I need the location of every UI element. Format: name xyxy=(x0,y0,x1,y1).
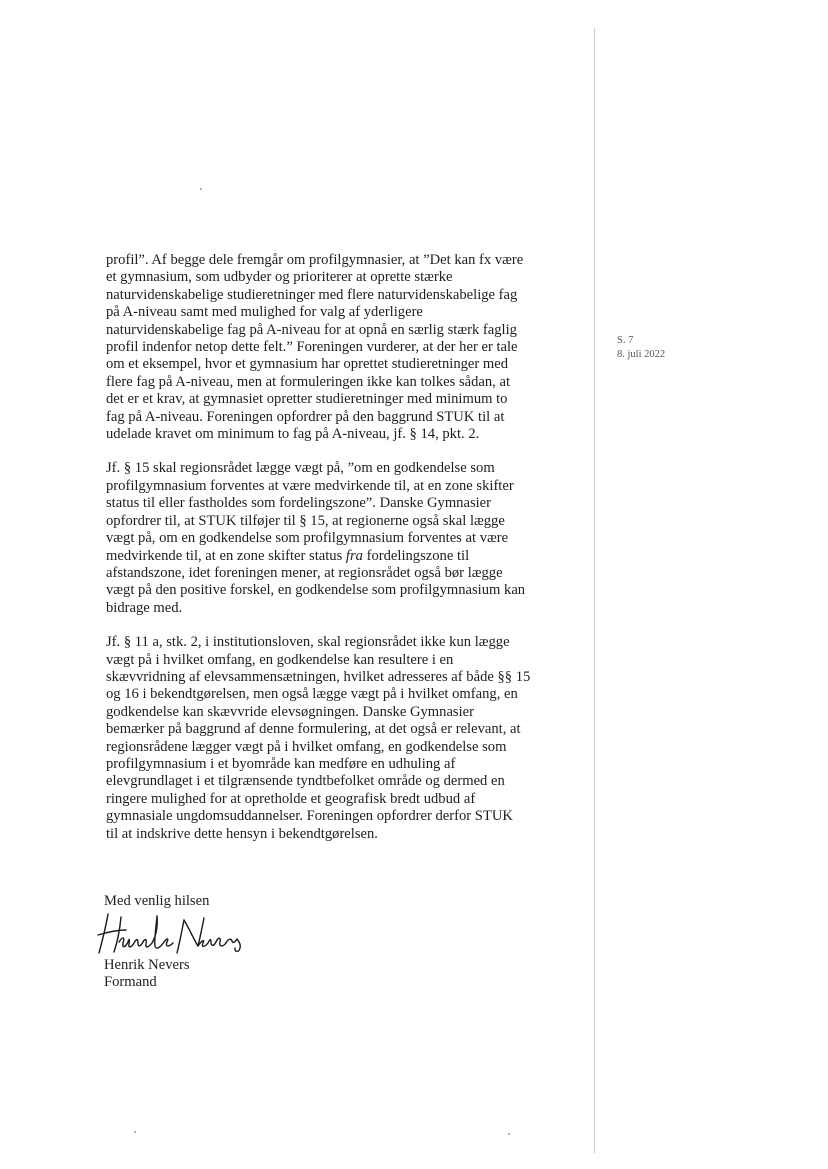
text-line: opfordrer til, at STUK tilføjer til § 15, at regionerne også skal lægge xyxy=(106,512,505,529)
text-line: og 16 i bekendtgørelsen, men også lægge vægt på i hvilket omfang, en xyxy=(106,686,518,703)
text-line: på A-niveau samt med mulighed for valg af yderligere xyxy=(106,304,423,321)
margin-note xyxy=(617,334,665,362)
text-line: et gymnasium, som udbyder og prioriterer at oprette stærke xyxy=(106,269,453,286)
paragraph-1 xyxy=(106,252,566,443)
paragraph-2 xyxy=(106,460,566,617)
text-line: bemærker på baggrund af denne formulering, at det også er relevant, at xyxy=(106,721,521,738)
text-line: bidrage med. xyxy=(106,599,183,616)
text-line: profilgymnasium forventes at være medvirkende til, at en zone skifter xyxy=(106,477,514,494)
handwritten-signature xyxy=(94,908,259,958)
text-line: Jf. § 15 skal regionsrådet lægge vægt på, ”om en godkendelse som xyxy=(106,460,495,477)
text-line: status til eller fastholdes som fordelingszone”. Danske Gymnasier xyxy=(106,495,492,512)
signature-text: Henrik Nevers xyxy=(94,908,100,909)
text-line: medvirkende til, at en zone skifter status fra fordelingszone til xyxy=(106,547,470,564)
page-number: S. 7 xyxy=(617,335,634,346)
signer-title: Formand xyxy=(104,974,157,991)
signer-name: Henrik Nevers xyxy=(104,957,190,973)
letter-body xyxy=(106,252,566,843)
scan-speck xyxy=(200,188,202,190)
closing-salutation: Med venlig hilsen xyxy=(104,893,210,909)
text-line: fag på A-niveau. Foreningen opfordrer på den baggrund STUK til at xyxy=(106,408,505,425)
text-line: profilgymnasium i et byområde kan medføre en udhuling af xyxy=(106,755,456,772)
text-line: udelade kravet om minimum to fag på A-niveau, jf. § 14, pkt. 2. xyxy=(106,426,480,443)
scan-speck xyxy=(508,1133,510,1135)
text-line: godkendelse kan skævvride elevsøgningen. Danske Gymnasier xyxy=(106,703,475,720)
text-line: om et eksempel, hvor et gymnasium har oprettet studieretninger med xyxy=(106,356,509,373)
text-line: skævvridning af elevsammensætningen, hvilket adresseres af både §§ 15 xyxy=(106,668,531,685)
text-line: profil”. Af begge dele fremgår om profilgymnasier, at ”Det kan fx være xyxy=(106,252,524,268)
text-line: vægt på den positive forskel, en godkendelse som profilgymnasium kan xyxy=(106,582,526,599)
text-line: flere fag på A-niveau, men at formuleringen ikke kan tolkes sådan, at xyxy=(106,373,511,390)
text-line: regionsrådene lægger vægt på i hvilket omfang, en godkendelse som xyxy=(106,738,507,755)
signer-block xyxy=(104,957,190,992)
scan-speck xyxy=(134,1131,136,1133)
text-line: ringere mulighed for at opretholde et geografisk bredt udbud af xyxy=(106,790,476,807)
text-line: afstandszone, idet foreningen mener, at regionsrådet også bør lægge xyxy=(106,564,503,581)
text-line: Jf. § 11 a, stk. 2, i institutionsloven, skal regionsrådet ikke kun lægge xyxy=(106,634,510,651)
paragraph-3 xyxy=(106,634,566,843)
text-line: vægt på i hvilket omfang, en godkendelse kan resultere i en xyxy=(106,651,454,668)
text-line: profil indenfor netop dette felt.” Foreningen vurderer, at der her er tale xyxy=(106,339,518,356)
text-line: gymnasiale ungdomsuddannelser. Foreningen opfordrer derfor STUK xyxy=(106,808,513,825)
text-line: vægt på, om en godkendelse som profilgymnasium forventes at være xyxy=(106,530,509,547)
emphasis: fra xyxy=(345,547,363,564)
text-line: naturvidenskabelige fag på A-niveau for at opnå en særlig stærk faglig xyxy=(106,321,517,338)
letter-date: 8. juli 2022 xyxy=(617,349,666,360)
text-line: det er et krav, at gymnasiet opretter studieretninger med minimum to xyxy=(106,391,508,408)
text-line: til at indskrive dette hensyn i bekendtgørelsen. xyxy=(106,825,378,842)
margin-rule xyxy=(594,28,595,1153)
text-line: naturvidenskabelige studieretninger med flere naturvidenskabelige fag xyxy=(106,286,518,303)
text-line: elevgrundlaget i et tilgrænsende tyndtbefolket område og dermed en xyxy=(106,773,505,790)
